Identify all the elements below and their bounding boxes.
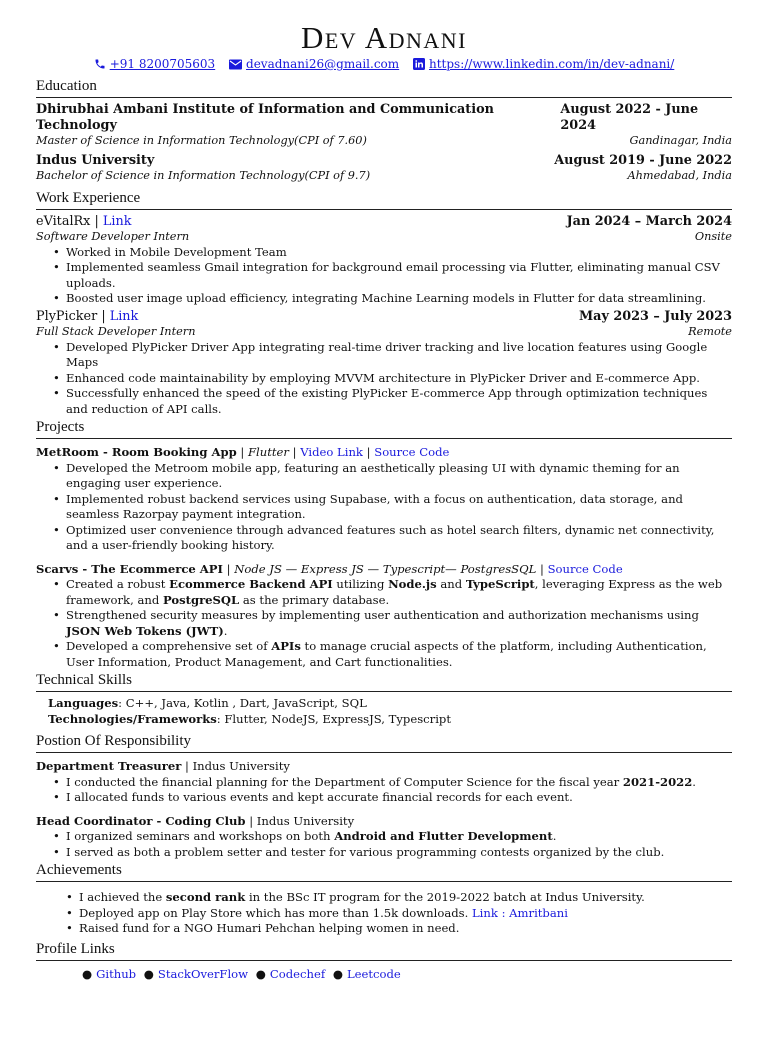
projects-heading: Projects [36,419,732,439]
text: . [223,623,228,638]
strong-text: JSON Web Tokens (JWT) [66,623,224,638]
list-item: • Enhanced code maintainability by employing MVVM architecture in PlyPicker Driver and E-commerce App. [66,371,732,387]
list-item: • Implemented robust backend services using Supabase, with a focus on authentication, data storage, and seamless Razorpay payment integration. [66,492,732,523]
job-row [36,214,732,230]
resume-page [0,22,768,1046]
text: Strengthened security measures by implementing user authentication and authorization mechanisms using [66,608,699,622]
strong-text: 2021-2022 [622,774,693,789]
job-dates: Jan 2024 – March 2024 [566,213,732,229]
degree: Bachelor of Science in Information Technology(CPI of 9.7) [36,169,371,182]
separator: | [236,445,248,459]
strong-text: PostgreSQL [162,592,240,607]
strong-text: Ecommerce Backend API [169,577,333,591]
list-item [66,577,732,608]
leetcode-link[interactable]: Leetcode [346,966,401,981]
list-item: • Developed PlyPicker Driver App integrating real-time driver tracking and live location features using Google Maps [66,340,732,371]
job-role: Full Stack Developer Intern [36,325,196,338]
video-link[interactable]: Video Link [300,445,363,459]
work-heading: Work Experience [36,190,732,210]
job-bullets [36,340,732,418]
list-item [66,608,732,639]
list-item: • Implemented seamless Gmail integration for background email processing via Flutter, eliminating manual CSV uploads. [66,260,732,291]
responsibility-bullets [36,829,732,860]
list-item: • Raised fund for a NGO Humari Pehchan helping women in need. [79,921,732,937]
achievements-bullets [36,890,732,937]
source-code-link[interactable]: Source Code [374,445,450,459]
education-row [36,153,732,169]
text: as the primary database. [239,592,390,607]
separator: | [362,445,375,459]
strong-text: Android and Flutter Development [334,829,553,843]
job-mode: Onsite [694,230,732,243]
list-item: • Optimized user convenience through advanced features such as hotel search filters, dynamic net connectivity, and a user-friendly booking history. [66,523,732,554]
company-link[interactable]: Link [109,308,139,324]
education-location: Ahmedabad, India [627,169,732,182]
list-item: • Worked in Mobile Development Team [66,245,732,261]
responsibility-heading: Postion Of Responsibility [36,733,732,753]
separator: | [97,308,110,324]
codechef-link[interactable]: Codechef [269,966,326,981]
candidate-name: Dev Adnani [300,20,468,55]
text: I conducted the financial planning for the Department of Computer Science for the fiscal year [66,774,623,789]
separator: | [288,445,301,459]
separator: | [90,213,103,229]
list-item: • Boosted user image upload efficiency, integrating Machine Learning models in Flutter for data streamlining. [66,291,732,307]
contact-bar [36,57,732,73]
strong-text: Node.js [388,577,437,591]
list-item: • I served as both a problem setter and tester for various programming contests organized by the club. [66,845,732,861]
profile-heading: Profile Links [36,941,732,961]
github-link[interactable]: Github [96,966,137,981]
job-title-group [36,214,131,230]
separator: | [222,561,235,576]
degree: Master of Science in Information Technology(CPI of 7.60) [36,134,367,147]
responsibility-org: | Indus University [245,813,355,828]
achievements-heading: Achievements [36,862,732,882]
skills-heading: Technical Skills [36,672,732,692]
skills-tech [36,712,732,728]
bullet-dot: ● [82,966,93,981]
project-title-row [36,445,732,461]
email-link[interactable]: devadnani26@gmail.com [246,57,400,71]
job-detail-row [36,324,732,340]
job-bullets [36,245,732,307]
bullet-dot: ● [255,966,266,981]
text: in the BSc IT program for the 2019-2022 batch at Indus University. [245,890,645,904]
mail-icon [229,59,242,75]
project-name: MetRoom - Room Booking App [36,445,237,459]
company-name: PlyPicker [36,308,98,324]
responsibility-bullets [36,775,732,806]
company-link[interactable]: Link [102,213,132,229]
education-dates: August 2022 - June 2024 [560,102,699,133]
text: , leveraging Express as the web framework, and [66,577,723,607]
phone-icon [94,58,106,75]
source-code-link[interactable]: Source Code [547,561,623,576]
strong-text: TypeScript [465,577,535,591]
education-detail-row [36,133,732,149]
list-item: • I allocated funds to various events and kept accurate financial records for each event. [66,790,732,806]
list-item [66,775,732,791]
project-stack: Flutter [248,445,289,459]
job-row [36,309,732,325]
text: I achieved the [79,890,166,904]
profile-links [36,967,732,983]
text: Developed a comprehensive set of [66,639,272,653]
job-mode: Remote [688,325,732,338]
education-row [36,102,732,133]
skills-languages [36,696,732,712]
skills-value: : Flutter, NodeJS, ExpressJS, Typescript [216,711,451,726]
bullet-dot: ● [332,966,343,981]
text: . [692,774,696,789]
skills-value: : C++, Java, Kotlin , Dart, JavaScript, SQL [118,696,367,710]
skills-label: Languages [48,696,119,710]
text: Created a robust [66,577,170,591]
separator: | [536,561,548,576]
list-item [66,829,732,845]
education-location: Gandinagar, India [629,134,732,147]
responsibility-row [36,814,732,830]
text: to manage crucial aspects of the platform, including Authentication, User Information, Product Management, and Cart functionalities. [66,639,707,669]
list-item [66,639,732,670]
project-stack: Node JS — Express JS — Typescript— PostgresSQL [234,561,537,576]
school-name: Dhirubhai Ambani Institute of Information and Communication Technology [36,102,494,133]
stackoverflow-link[interactable]: StackOverFlow [157,966,249,981]
bullet-dot: ● [143,966,154,981]
school-name: Indus University [36,152,155,168]
linkedin-icon [413,58,425,75]
strong-text: second rank [165,890,246,904]
responsibility-role: Department Treasurer [36,759,182,773]
responsibility-org: | Indus University [181,759,290,773]
list-item [79,890,732,906]
responsibility-role: Head Coordinator - Coding Club [36,813,246,828]
app-link[interactable]: Link : Amritbani [471,905,568,920]
text: . [552,829,557,843]
job-title-group [36,309,138,325]
project-name: Scarvs - The Ecommerce API [36,561,223,576]
project-bullets [36,461,732,554]
list-item: • Developed the Metroom mobile app, featuring an aesthetically pleasing UI with dynamic theming for an engaging user experience. [66,461,732,492]
responsibility-row [36,759,732,775]
project-title-row [36,562,732,578]
job-detail-row [36,229,732,245]
text: utilizing [332,577,389,591]
text: I organized seminars and workshops on both [66,829,335,843]
company-name: eVitalRx [36,213,91,229]
strong-text: APIs [271,639,301,653]
list-item: • Successfully enhanced the speed of the existing PlyPicker E-commerce App through optimization techniques and reduction of API calls. [66,386,732,417]
linkedin-link[interactable]: https://www.linkedin.com/in/dev-adnani/ [429,57,675,71]
job-dates: May 2023 – July 2023 [578,308,732,324]
project-bullets [36,577,732,670]
job-role: Software Developer Intern [36,230,190,243]
text: Deployed app on Play Store which has more than 1.5k downloads. [79,905,472,920]
education-heading: Education [36,78,732,98]
skills-label: Technologies/Frameworks [48,711,217,726]
list-item [79,906,732,922]
education-detail-row [36,168,732,184]
text: and [436,577,466,591]
phone-link[interactable]: +91 8200705603 [109,57,216,71]
education-dates: August 2019 - June 2022 [554,152,732,168]
